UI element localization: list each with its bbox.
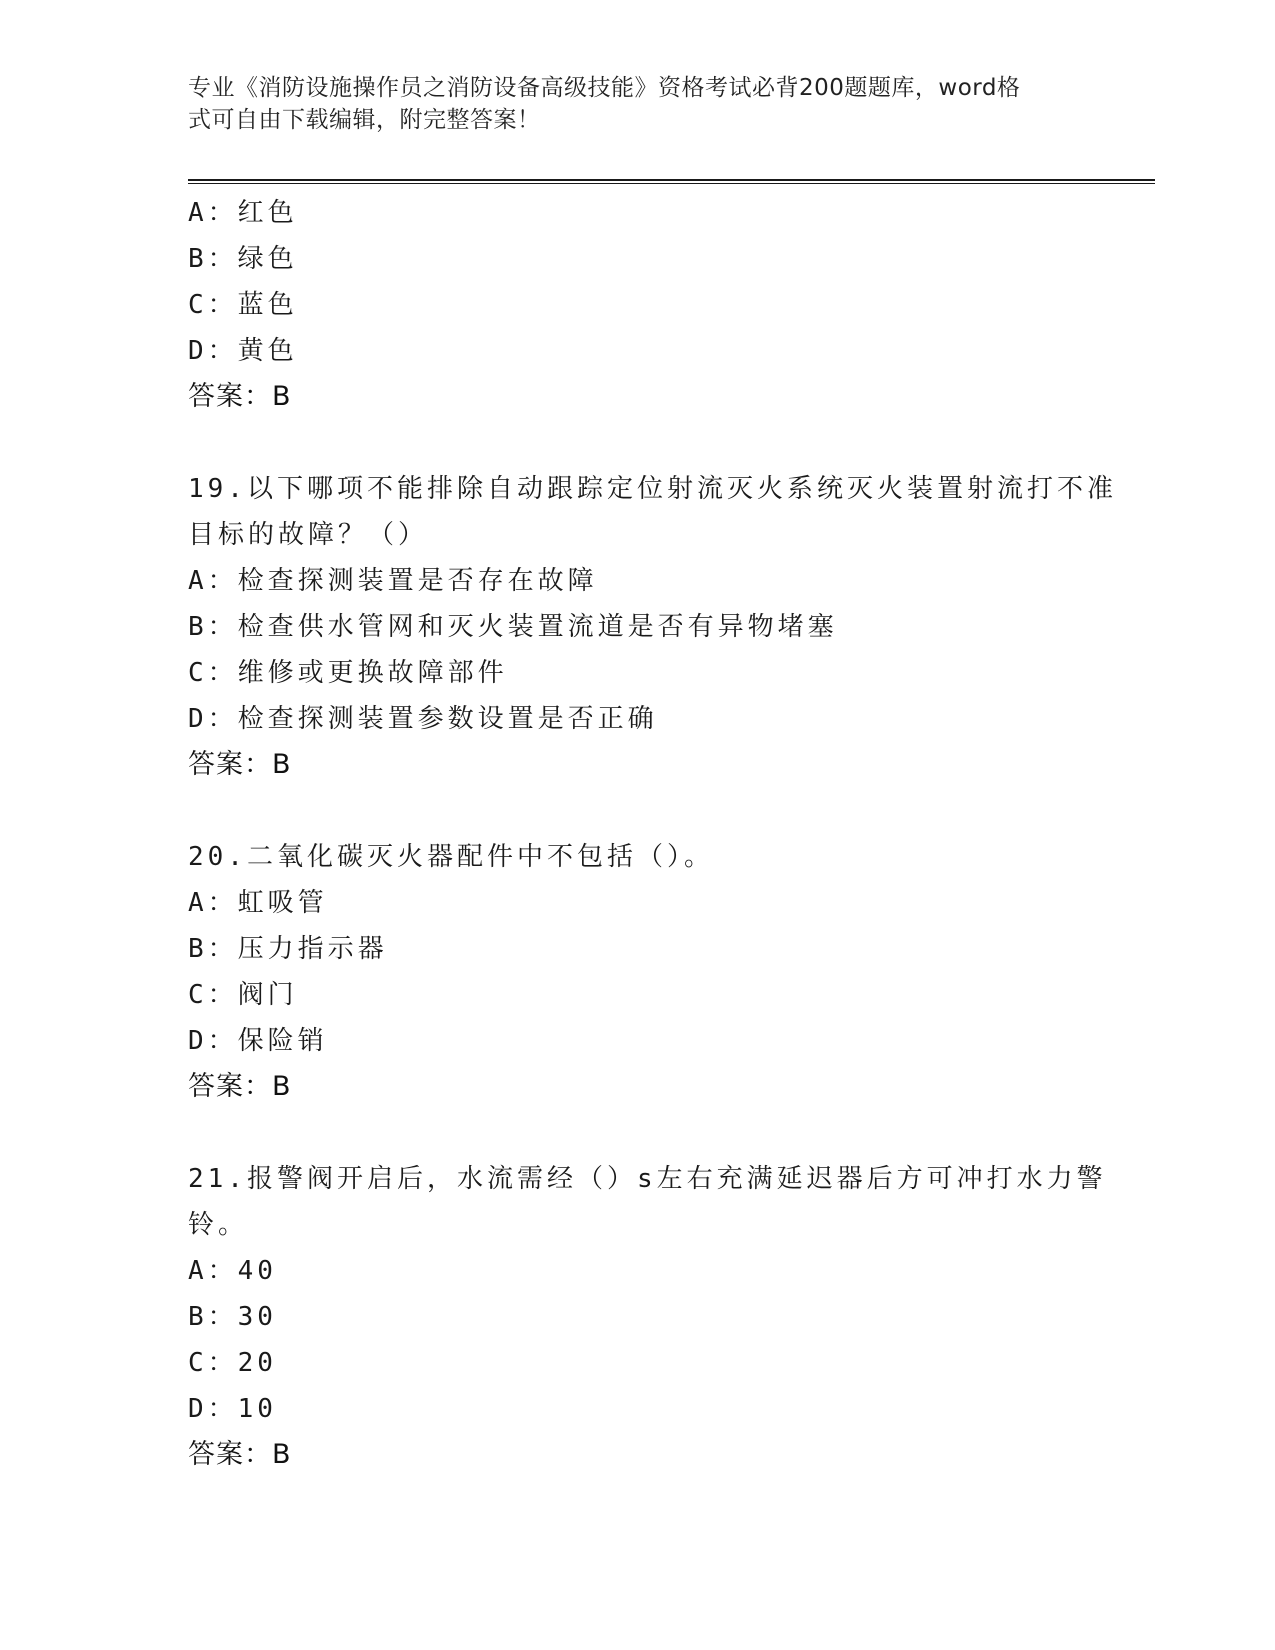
option-a: A：虹吸管: [188, 888, 328, 918]
option-d: D：检查探测装置参数设置是否正确: [188, 704, 658, 734]
question-18: [188, 190, 1088, 420]
option-b: B：绿色: [188, 244, 298, 274]
answer-label: 答案：B: [188, 1071, 292, 1102]
question-20: [188, 834, 1088, 1110]
spacer: [188, 1110, 1088, 1156]
option-b: B：30: [188, 1302, 277, 1332]
answer-label: 答案：B: [188, 1439, 292, 1470]
header-line-2: 式可自由下载编辑，附完整答案！: [188, 107, 541, 133]
document-header: [188, 72, 1068, 136]
option-c: C：蓝色: [188, 290, 298, 320]
question-stem-continued: 目标的故障？（）: [188, 520, 429, 550]
question-stem: 19.以下哪项不能排除自动跟踪定位射流灭火系统灭火装置射流打不准: [188, 474, 1117, 504]
option-c: C：20: [188, 1348, 277, 1378]
option-b: B：压力指示器: [188, 934, 388, 964]
option-d: D：黄色: [188, 336, 298, 366]
option-b: B：检查供水管网和灭火装置流道是否有异物堵塞: [188, 612, 838, 642]
question-stem: 20.二氧化碳灭火器配件中不包括（）。: [188, 842, 714, 872]
option-a: A：红色: [188, 198, 298, 228]
answer-label: 答案：B: [188, 749, 292, 780]
header-line-1: 专业《消防设施操作员之消防设备高级技能》资格考试必背200题题库，word格: [188, 75, 1021, 101]
header-divider-thin: [188, 183, 1155, 184]
option-c: C：维修或更换故障部件: [188, 658, 508, 688]
question-stem-continued: 铃。: [188, 1210, 249, 1240]
option-c: C：阀门: [188, 980, 298, 1010]
question-21: [188, 1156, 1107, 1478]
spacer: [188, 420, 1088, 466]
option-d: D：10: [188, 1394, 277, 1424]
option-a: A：40: [188, 1256, 277, 1286]
question-list: [188, 190, 1117, 1478]
option-d: D：保险销: [188, 1026, 328, 1056]
option-a: A：检查探测装置是否存在故障: [188, 566, 598, 596]
question-19: [188, 466, 1117, 788]
header-divider-thick: [188, 179, 1155, 181]
answer-label: 答案：B: [188, 381, 292, 412]
spacer: [188, 788, 1088, 834]
question-stem: 21.报警阀开启后，水流需经（）s左右充满延迟器后方可冲打水力警: [188, 1164, 1107, 1194]
